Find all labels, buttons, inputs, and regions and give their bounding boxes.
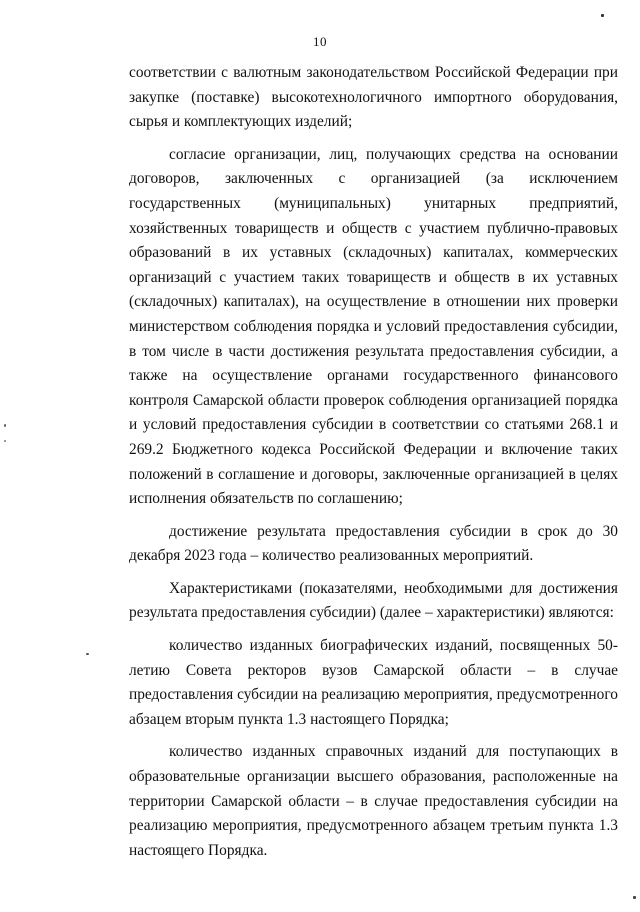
scan-speck-bottom-right (633, 896, 636, 899)
paragraph-result-deadline: достижение результата предоставления субсидии в срок до 30 декабря 2023 года – количество реализованных мероприятий. (129, 522, 618, 565)
page-number: 10 (313, 34, 327, 49)
paragraph-reference-editions: количество изданных справочных изданий для поступающих в образовательные организации высшего образования, расположенные на территории Самарской области – в случае предоставления субсидии на реализацию мероприятия, предусмотренного абзацем третьим пункта 1.3 настоящего Порядка. (129, 743, 618, 859)
paragraph-characteristics-intro: Характеристиками (показателями, необходимыми для достижения результата предоставления субсидии) (далее – характеристики) являются: (129, 579, 618, 622)
paragraph-consent: согласие организации, лиц, получающих средства на основании договоров, заключенных с организацией (за исключением государственных (муниципальных) унитарных предприятий, хозяйственных товариществ и обществ с участием публично-правовых образований в их уставных (складочных) капиталах, коммерческих организаций с участием таких товариществ и обществ в их уставных (складочных) капиталах), на осуществление в отношении них проверки министерством соблюдения порядка и условий предоставления субсидии, в том числе в части достижения результата предоставления субсидии, а также на осуществление органами государственного финансового контроля Самарской области проверок соблюдения организацией порядка и условий предоставления субсидии в соответствии со статьями 268.1 и 269.2 Бюджетного кодекса Российской Федерации и включение таких положений в соглашение и договоры, заключенные организацией в целях исполнения обязательств по соглашению; (129, 145, 618, 508)
paragraph-biographical-editions: количество изданных биографических изданий, посвященных 50-летию Совета ректоров вузов Самарской области – в случае предоставления субсидии на реализацию мероприятия, предусмотренного абзацем вторым пункта 1.3 настоящего Порядка; (129, 637, 618, 728)
document-body (129, 61, 618, 863)
scan-speck-top-right (601, 14, 604, 17)
scan-speck-left (4, 424, 6, 427)
scan-speck-left-2 (4, 440, 6, 442)
scan-speck-mid (86, 653, 89, 655)
paragraph-continuation: соответствии с валютным законодательством Российской Федерации при закупке (поставке) высокотехнологичного импортного оборудования, сырья и комплектующих изделий; (129, 64, 618, 131)
